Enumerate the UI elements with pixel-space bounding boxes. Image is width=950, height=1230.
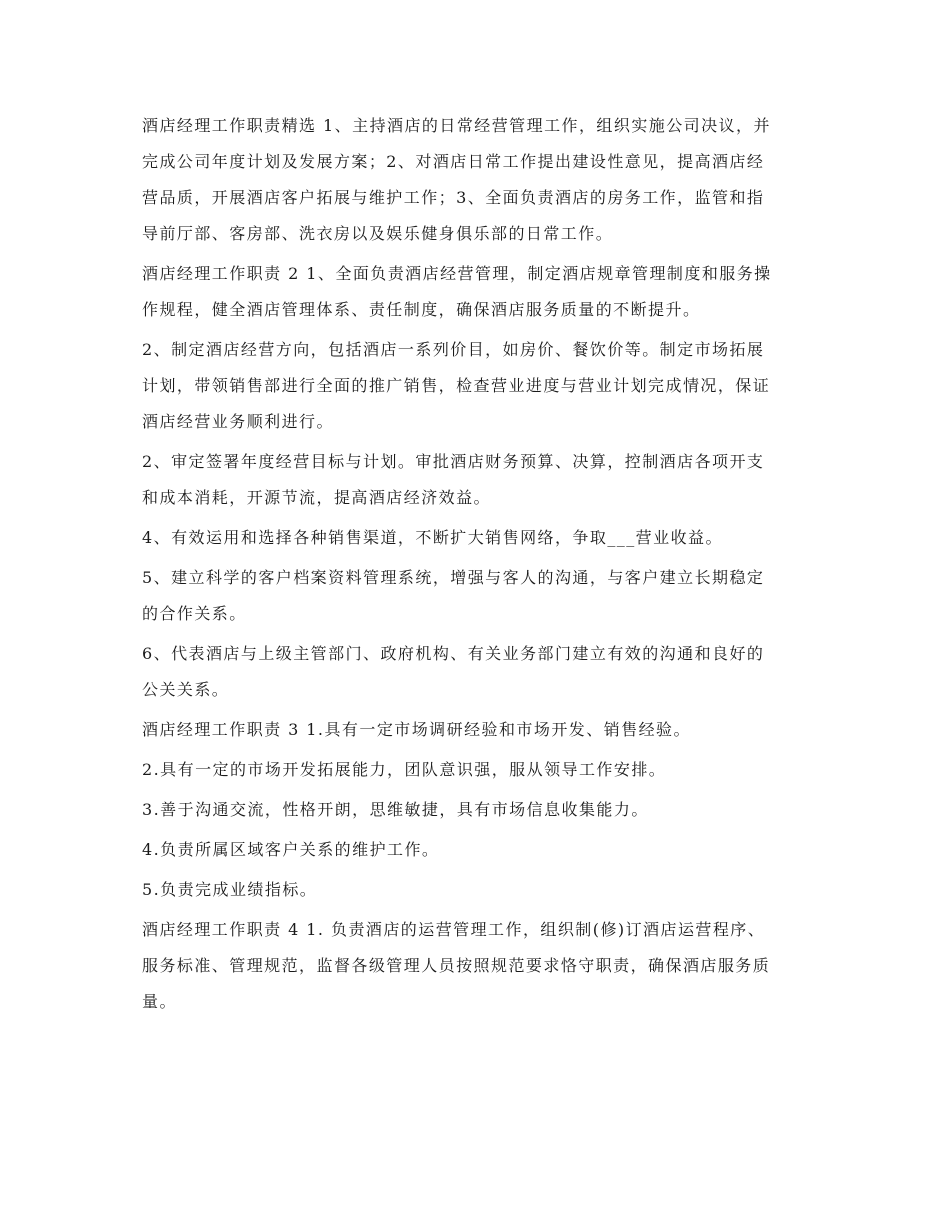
text-line: 4.负责所属区域客户关系的维护工作。	[142, 840, 440, 859]
text-line: 酒店经理工作职责精选 1、主持酒店的日常经营管理工作，组织实施公司决议，并	[142, 116, 771, 135]
text-line: 量。	[142, 992, 177, 1011]
text-line: 酒店经理工作职责 4 1. 负责酒店的运营管理工作，组织制(修)订酒店运营程序、	[142, 920, 766, 939]
paragraph	[142, 444, 810, 516]
text-line: 3.善于沟通交流，性格开朗，思维敏捷，具有市场信息收集能力。	[142, 800, 649, 819]
text-line: 作规程，健全酒店管理体系、责任制度，确保酒店服务质量的不断提升。	[142, 300, 701, 319]
paragraph	[142, 912, 810, 1020]
text-line: 营品质，开展酒店客户拓展与维护工作；3、全面负责酒店的房务工作，监管和指	[142, 188, 765, 207]
text-line: 2、审定签署年度经营目标与计划。审批酒店财务预算、决算，控制酒店各项开支	[142, 452, 765, 471]
paragraph	[142, 752, 810, 788]
text-line: 2.具有一定的市场开发拓展能力，团队意识强，服从领导工作安排。	[142, 760, 667, 779]
text-line: 酒店经营业务顺利进行。	[142, 412, 334, 431]
text-line: 服务标准、管理规范，监督各级管理人员按照规范要求恪守职责，确保酒店服务质	[142, 956, 771, 975]
paragraph	[142, 712, 810, 748]
paragraph	[142, 832, 810, 868]
text-line: 计划，带领销售部进行全面的推广销售，检查营业进度与营业计划完成情况，保证	[142, 376, 771, 395]
paragraph	[142, 792, 810, 828]
paragraph	[142, 256, 810, 328]
text-line: 和成本消耗，开源节流，提高酒店经济效益。	[142, 488, 492, 507]
paragraph	[142, 560, 810, 632]
text-line: 5、建立科学的客户档案资料管理系统，增强与客人的沟通，与客户建立长期稳定	[142, 568, 765, 587]
text-line: 的合作关系。	[142, 604, 247, 623]
text-line: 公关关系。	[142, 680, 230, 699]
text-line: 2、制定酒店经营方向，包括酒店一系列价目，如房价、餐饮价等。制定市场拓展	[142, 340, 765, 359]
document-body	[142, 108, 810, 1020]
paragraph	[142, 872, 810, 908]
paragraph	[142, 332, 810, 440]
text-line: 完成公司年度计划及发展方案；2、对酒店日常工作提出建设性意见，提高酒店经	[142, 152, 765, 171]
text-line: 酒店经理工作职责 2 1、全面负责酒店经营管理，制定酒店规章管理制度和服务操	[142, 264, 772, 283]
text-line: 4、有效运用和选择各种销售渠道，不断扩大销售网络，争取___营业收益。	[142, 528, 723, 547]
paragraph	[142, 108, 810, 252]
text-line: 导前厅部、客房部、洗衣房以及娱乐健身俱乐部的日常工作。	[142, 224, 614, 243]
text-line: 酒店经理工作职责 3 1.具有一定市场调研经验和市场开发、销售经验。	[142, 720, 691, 739]
text-line: 5.负责完成业绩指标。	[142, 880, 318, 899]
paragraph	[142, 520, 810, 556]
text-line: 6、代表酒店与上级主管部门、政府机构、有关业务部门建立有效的沟通和良好的	[142, 644, 765, 663]
paragraph	[142, 636, 810, 708]
